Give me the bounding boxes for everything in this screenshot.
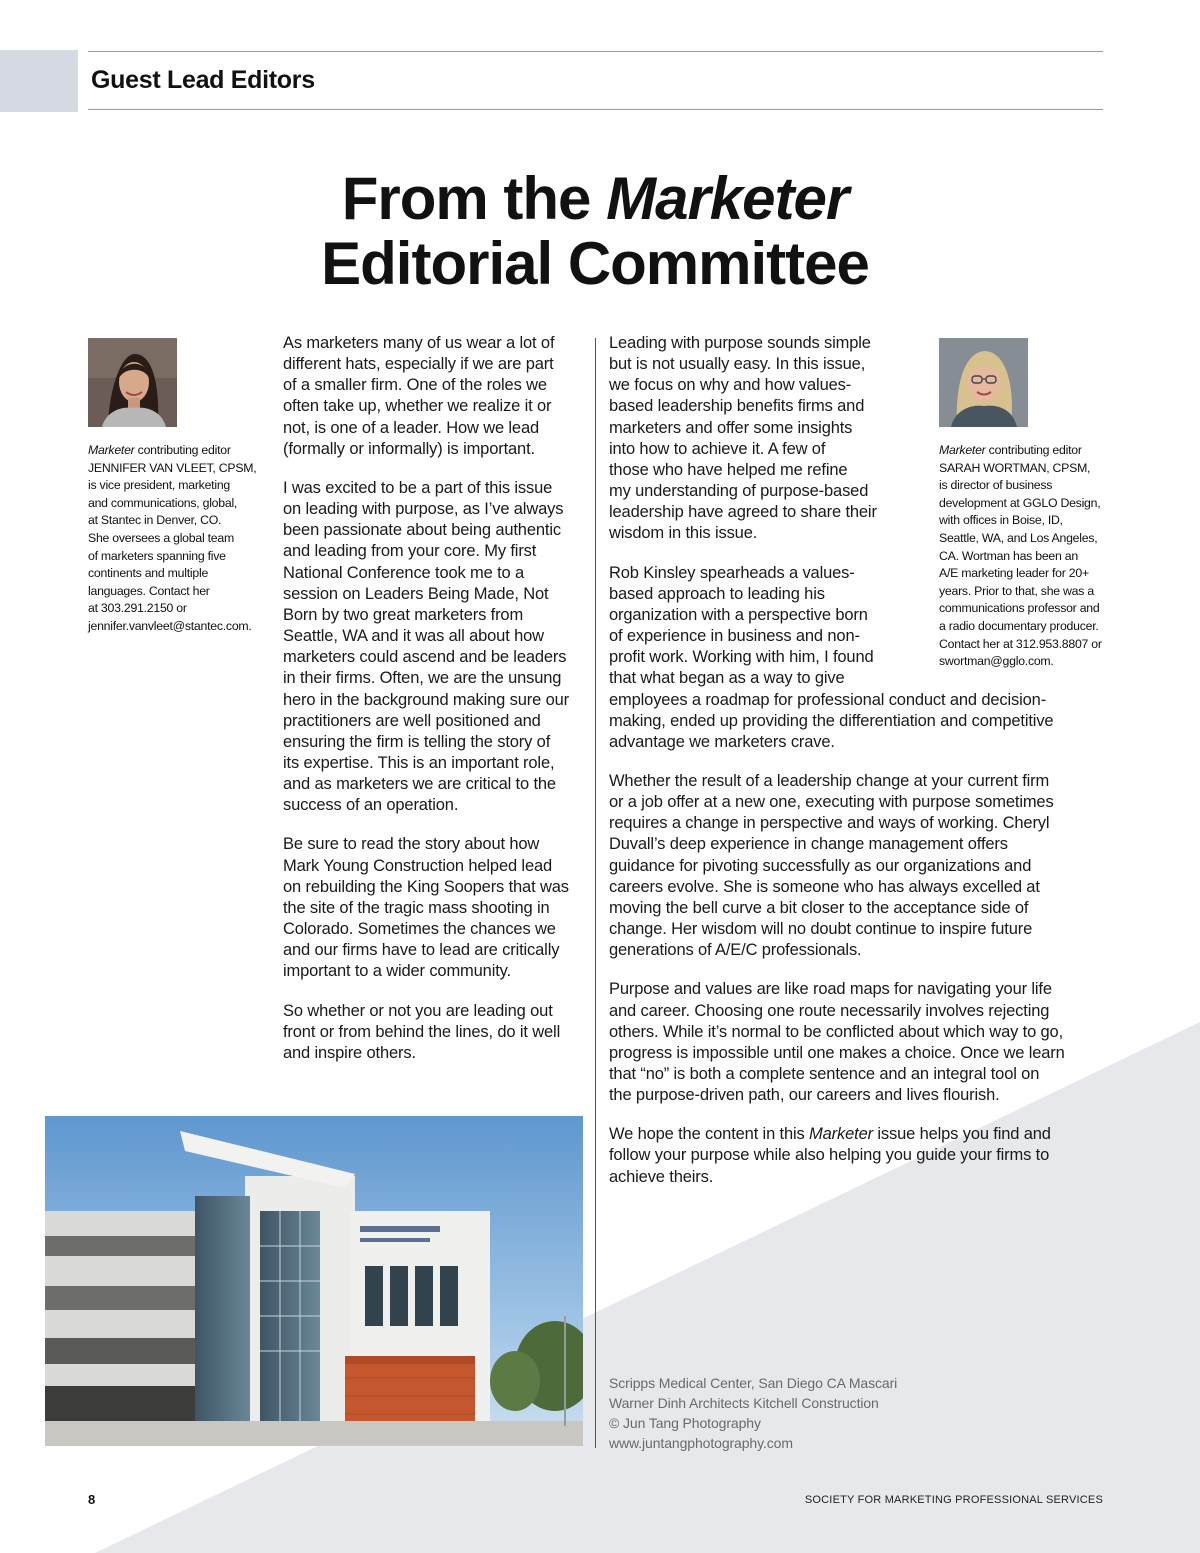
text-line: As marketers many of us wear a lot of [283, 334, 555, 352]
text-line: Leading with purpose sounds simple [609, 334, 871, 352]
building-photo [45, 1116, 583, 1446]
text-line: those who have helped me refine [609, 460, 848, 479]
bio-left-line: languages. Contact her [88, 583, 210, 598]
paragraph [609, 771, 1109, 961]
text-line: achieve theirs. [609, 1167, 714, 1186]
text-line: wisdom in this issue. [609, 524, 758, 543]
bio-left-email[interactable]: jennifer.vanvleet@stantec.com. [88, 618, 252, 633]
text-line: Duvall’s deep experience in change management offers [609, 835, 1008, 854]
text-line: organization with a perspective born [609, 605, 868, 624]
text-line: Colorado. Sometimes the chances we [283, 920, 556, 939]
text-line: change. Her wisdom will no doubt continue to inspire future [609, 920, 1033, 939]
paragraph [609, 979, 1109, 1106]
text-line: progress is impossible until one makes a choice. Once we learn [609, 1043, 1065, 1062]
text-line: So whether or not you are leading out [283, 1001, 553, 1020]
text-line: its expertise. This is an important role, [283, 753, 555, 772]
bio-right-line: with offices in Boise, ID, [939, 513, 1063, 528]
text-line: careers evolve. She is someone who has always excelled at [609, 877, 1040, 896]
bio-left-line: at 303.291.2150 or [88, 601, 187, 616]
text-line: advantage we marketers crave. [609, 732, 835, 751]
text-line: Seattle, WA and it was all about how [283, 627, 544, 646]
text-line: the purpose-driven path, our careers and lives flourish. [609, 1086, 1000, 1105]
text-line: on leading with purpose, as I’ve always [283, 500, 564, 519]
text-line: Whether the result of a leadership change at your current firm [609, 771, 1050, 790]
text-line: hero in the background making sure our [283, 690, 569, 709]
caption-line: Scripps Medical Center, San Diego CA Mascari [609, 1375, 898, 1391]
text-line: and as marketers we are critical to the [283, 775, 556, 794]
bio-right-line: is director of business [939, 478, 1053, 493]
text-line: practitioners are well positioned and [283, 711, 541, 730]
corner-accent-tab [0, 50, 78, 112]
text-line: or a job offer at a new one, executing with purpose sometimes [609, 793, 1054, 812]
bio-left-line: at Stantec in Denver, CO. [88, 513, 222, 528]
text-line: front or from behind the lines, do it well [283, 1022, 561, 1041]
text-line: and leading from your core. My first [283, 542, 537, 561]
bio-left-line: continents and multiple [88, 566, 209, 581]
column-divider [595, 338, 596, 1448]
photo-caption [609, 1373, 897, 1453]
text-line: leadership have agreed to share their [609, 503, 877, 522]
paragraph [283, 333, 588, 460]
text-line: generations of A/E/C professionals. [609, 941, 862, 960]
bio-right-italic: Marketer [939, 443, 986, 457]
text-line: ensuring the firm is telling the story of [283, 732, 551, 751]
page-title [240, 166, 950, 296]
text-line: requires a change in perspective and ways of working. Cheryl [609, 814, 1050, 833]
bio-right-line: Contact her at 312.953.8807 or [939, 636, 1102, 651]
text-line: marketers could ascend and be leaders [283, 648, 567, 667]
bio-right-first-rest: contributing editor [985, 443, 1082, 457]
text-line: Rob Kinsley spearheads a values- [609, 563, 855, 582]
text-line: and career. Choosing one route necessarily involves rejecting [609, 1001, 1050, 1020]
text-line: different hats, especially if we are part [283, 355, 554, 374]
text-line: the site of the tragic mass shooting in [283, 898, 550, 917]
text-line: important to a wider community. [283, 962, 511, 981]
text-line: (formally or informally) is important. [283, 439, 535, 458]
text-line: that “no” is both a complete sentence and an integral tool on [609, 1065, 1040, 1083]
text-line: of a smaller firm. One of the roles we [283, 376, 547, 395]
paragraph [609, 333, 1109, 545]
footer-organization: SOCIETY FOR MARKETING PROFESSIONAL SERVICES [804, 1494, 1103, 1506]
bio-left-line: of marketers spanning five [88, 548, 226, 563]
paragraph [283, 834, 588, 982]
caption-line: Warner Dinh Architects Kitchell Construction [609, 1395, 879, 1411]
title-line2: Editorial Committee [321, 230, 869, 297]
bio-left-line: JENNIFER VAN VLEET, CPSM, [88, 460, 257, 475]
text-line [609, 1124, 1109, 1145]
text-line: Born by two great marketers from [283, 605, 524, 624]
title-part1: From the [341, 165, 607, 232]
text-line: we focus on why and how values- [609, 376, 852, 395]
paragraph [283, 1001, 588, 1064]
text-line: of experience in business and non- [609, 627, 860, 646]
text-line: and inspire others. [283, 1043, 416, 1062]
text-line: Be sure to read the story about how [283, 835, 540, 854]
text-line: marketers and offer some insights [609, 418, 853, 437]
bio-right-line: a radio documentary producer. [939, 618, 1099, 633]
text-line: employees a roadmap for professional conduct and decision- [609, 690, 1047, 709]
bio-left-line: is vice president, marketing [88, 478, 230, 493]
paragraph [283, 478, 588, 817]
editor-bio-left [88, 442, 273, 636]
bio-right-line: Seattle, WA, and Los Angeles, [939, 530, 1098, 545]
text-line: often take up, whether we realize it or [283, 397, 552, 416]
text-line: National Conference took me to a [283, 563, 525, 582]
text-run-italic: Marketer [809, 1125, 873, 1144]
bio-left-line: and communications, global, [88, 495, 238, 510]
bio-right-line: A/E marketing leader for 20+ [939, 566, 1089, 581]
paragraph [609, 563, 1109, 753]
bio-right-line: years. Prior to that, she was a [939, 583, 1094, 598]
caption-line: © Jun Tang Photography [609, 1415, 761, 1431]
text-line: profit work. Working with him, I found [609, 648, 874, 667]
text-line: Purpose and values are like road maps for navigating your life [609, 980, 1052, 999]
header-top-rule [88, 51, 1103, 52]
text-line: Mark Young Construction helped lead [283, 856, 553, 875]
text-run: issue helps you find and [872, 1125, 1051, 1144]
paragraph [609, 1124, 1109, 1187]
text-line: been passionate about being authentic [283, 521, 561, 540]
text-line: others. While it’s normal to be conflicted about which way to go, [609, 1022, 1064, 1041]
bio-left-line: She oversees a global team [88, 530, 234, 545]
text-line: moving the bell curve a bit closer to the acceptance side of [609, 898, 1029, 917]
bio-left-first-rest: contributing editor [134, 443, 231, 457]
bio-right-line: development at GGLO Design, [939, 495, 1101, 510]
text-line: guidance for pivoting successfully as our organizations and [609, 856, 1032, 875]
article-column-right [609, 333, 1109, 1206]
text-line: in their firms. Often, we are the unsung [283, 669, 562, 688]
bio-right-line: SARAH WORTMAN, CPSM, [939, 460, 1091, 475]
text-line: making, ended up providing the differentiation and competitive [609, 711, 1054, 730]
text-line: into how to achieve it. A few of [609, 439, 826, 458]
header-bottom-rule [88, 109, 1103, 110]
text-line: on rebuilding the King Soopers that was [283, 877, 569, 896]
title-italic: Marketer [606, 165, 849, 232]
text-line: success of an operation. [283, 796, 459, 815]
bio-left-line [88, 442, 273, 460]
bio-right-line: communications professor and [939, 601, 1100, 616]
text-run: We hope the content in this [609, 1125, 810, 1144]
text-line: session on Leaders Being Made, Not [283, 584, 549, 603]
text-line: I was excited to be a part of this issue [283, 478, 553, 497]
text-line: based approach to leading his [609, 584, 825, 603]
text-line: based leadership benefits firms and [609, 397, 865, 416]
text-line: but is not usually easy. In this issue, [609, 355, 866, 374]
text-line: not, is one of a leader. How we lead [283, 418, 540, 437]
bio-left-italic: Marketer [88, 443, 135, 457]
article-column-middle [283, 333, 588, 1082]
bio-right-line: CA. Wortman has been an [939, 548, 1078, 563]
text-line: my understanding of purpose-based [609, 482, 869, 501]
section-label: Guest Lead Editors [91, 66, 315, 94]
caption-link[interactable]: www.juntangphotography.com [609, 1435, 793, 1451]
text-line: that what began as a way to give [609, 669, 845, 688]
editor-portrait-left [88, 338, 177, 427]
bio-right-email[interactable]: swortman@gglo.com. [939, 654, 1054, 669]
text-line: and our firms have to lead are critically [283, 941, 560, 960]
page-number: 8 [88, 1492, 96, 1507]
text-line: follow your purpose while also helping you guide your firms to [609, 1146, 1050, 1165]
